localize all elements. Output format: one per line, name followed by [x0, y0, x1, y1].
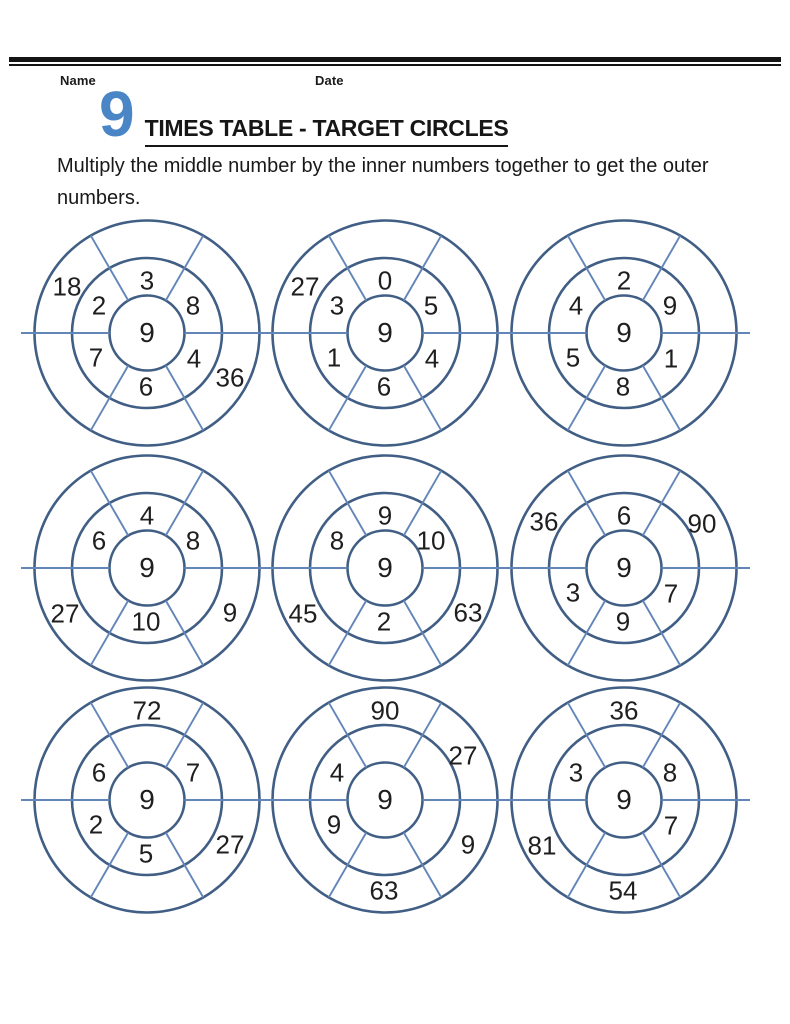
- inner-number-lower-right: 4: [186, 343, 202, 374]
- outer-number-lower-right: 9: [460, 829, 476, 860]
- inner-number-bottom: 9: [615, 606, 631, 637]
- inner-number-lower-left: 2: [88, 809, 104, 840]
- target-circle-2: [267, 215, 503, 451]
- outer-number-lower-right: 63: [453, 597, 483, 628]
- inner-number-bottom: 6: [138, 371, 154, 402]
- inner-number-top: 9: [377, 500, 393, 531]
- outer-number-upper-right: 90: [687, 508, 717, 539]
- instructions-text: Multiply the middle number by the inner numbers together to get the outer numbers.: [57, 155, 709, 210]
- inner-number-lower-right: 7: [663, 578, 679, 609]
- target-circle-1: [29, 215, 265, 451]
- outer-number-upper-left: 27: [290, 271, 320, 302]
- inner-number-upper-right: 8: [185, 290, 201, 321]
- target-circle-6: [506, 450, 742, 686]
- inner-number-bottom: 10: [131, 606, 161, 637]
- inner-number-upper-left: 6: [91, 757, 107, 788]
- inner-number-upper-right: 8: [185, 525, 201, 556]
- outer-number-top: 90: [370, 695, 400, 726]
- center-number: 9: [377, 317, 393, 348]
- inner-number-bottom: 6: [376, 371, 392, 402]
- outer-number-bottom: 54: [608, 875, 638, 906]
- inner-number-upper-left: 3: [568, 757, 584, 788]
- inner-number-bottom: 8: [615, 371, 631, 402]
- outer-number-top: 72: [132, 695, 162, 726]
- inner-number-lower-left: 1: [326, 342, 342, 373]
- header-divider-thick-line: [9, 57, 781, 62]
- outer-number-lower-right: 27: [215, 829, 245, 860]
- outer-number-upper-right: 27: [448, 740, 478, 771]
- inner-number-lower-right: 4: [424, 343, 440, 374]
- inner-number-top: 2: [616, 265, 632, 296]
- outer-number-upper-left: 36: [529, 506, 559, 537]
- target-circle-4: [29, 450, 265, 686]
- outer-number-lower-left: 81: [527, 830, 557, 861]
- inner-number-lower-left: 9: [326, 809, 342, 840]
- target-circle-9: [506, 682, 742, 918]
- inner-number-upper-right: 8: [662, 757, 678, 788]
- header-divider: [9, 57, 781, 66]
- inner-number-upper-left: 2: [91, 290, 107, 321]
- target-circle-5: [267, 450, 503, 686]
- inner-number-upper-right: 5: [423, 290, 439, 321]
- outer-number-lower-right: 36: [215, 362, 245, 393]
- inner-number-lower-left: 5: [565, 342, 581, 373]
- inner-number-upper-right: 10: [416, 525, 446, 556]
- center-number: 9: [616, 552, 632, 583]
- inner-number-upper-left: 6: [91, 525, 107, 556]
- inner-number-upper-right: 7: [185, 757, 201, 788]
- inner-number-upper-left: 4: [568, 290, 584, 321]
- center-number: 9: [616, 784, 632, 815]
- inner-number-top: 6: [616, 500, 632, 531]
- inner-number-lower-right: 1: [663, 343, 679, 374]
- inner-number-lower-left: 7: [88, 342, 104, 373]
- center-number: 9: [139, 317, 155, 348]
- times-table-number: 9: [99, 78, 134, 150]
- inner-number-upper-left: 3: [329, 290, 345, 321]
- target-circle-7: [29, 682, 265, 918]
- header-divider-thin-line: [9, 64, 781, 66]
- outer-number-bottom: 63: [369, 875, 399, 906]
- inner-number-upper-right: 9: [662, 290, 678, 321]
- center-number: 9: [616, 317, 632, 348]
- inner-number-top: 0: [377, 265, 393, 296]
- center-number: 9: [139, 784, 155, 815]
- name-label: Name: [60, 73, 96, 88]
- inner-number-lower-left: 3: [565, 577, 581, 608]
- outer-number-lower-left: 45: [288, 598, 318, 629]
- inner-number-upper-left: 4: [329, 757, 345, 788]
- date-label: Date: [315, 73, 344, 88]
- target-circle-3: [506, 215, 742, 451]
- inner-number-top: 3: [139, 265, 155, 296]
- inner-number-bottom: 2: [376, 606, 392, 637]
- center-number: 9: [377, 552, 393, 583]
- outer-number-upper-left: 18: [52, 271, 82, 302]
- inner-number-bottom: 5: [138, 838, 154, 869]
- outer-number-lower-left: 27: [50, 598, 80, 629]
- inner-number-top: 4: [139, 500, 155, 531]
- center-number: 9: [139, 552, 155, 583]
- inner-number-upper-left: 8: [329, 525, 345, 556]
- page-title: TIMES TABLE - TARGET CIRCLES: [145, 115, 509, 147]
- center-number: 9: [377, 784, 393, 815]
- target-circle-8: [267, 682, 503, 918]
- inner-number-lower-right: 7: [663, 810, 679, 841]
- outer-number-top: 36: [609, 695, 639, 726]
- outer-number-lower-right: 9: [222, 597, 238, 628]
